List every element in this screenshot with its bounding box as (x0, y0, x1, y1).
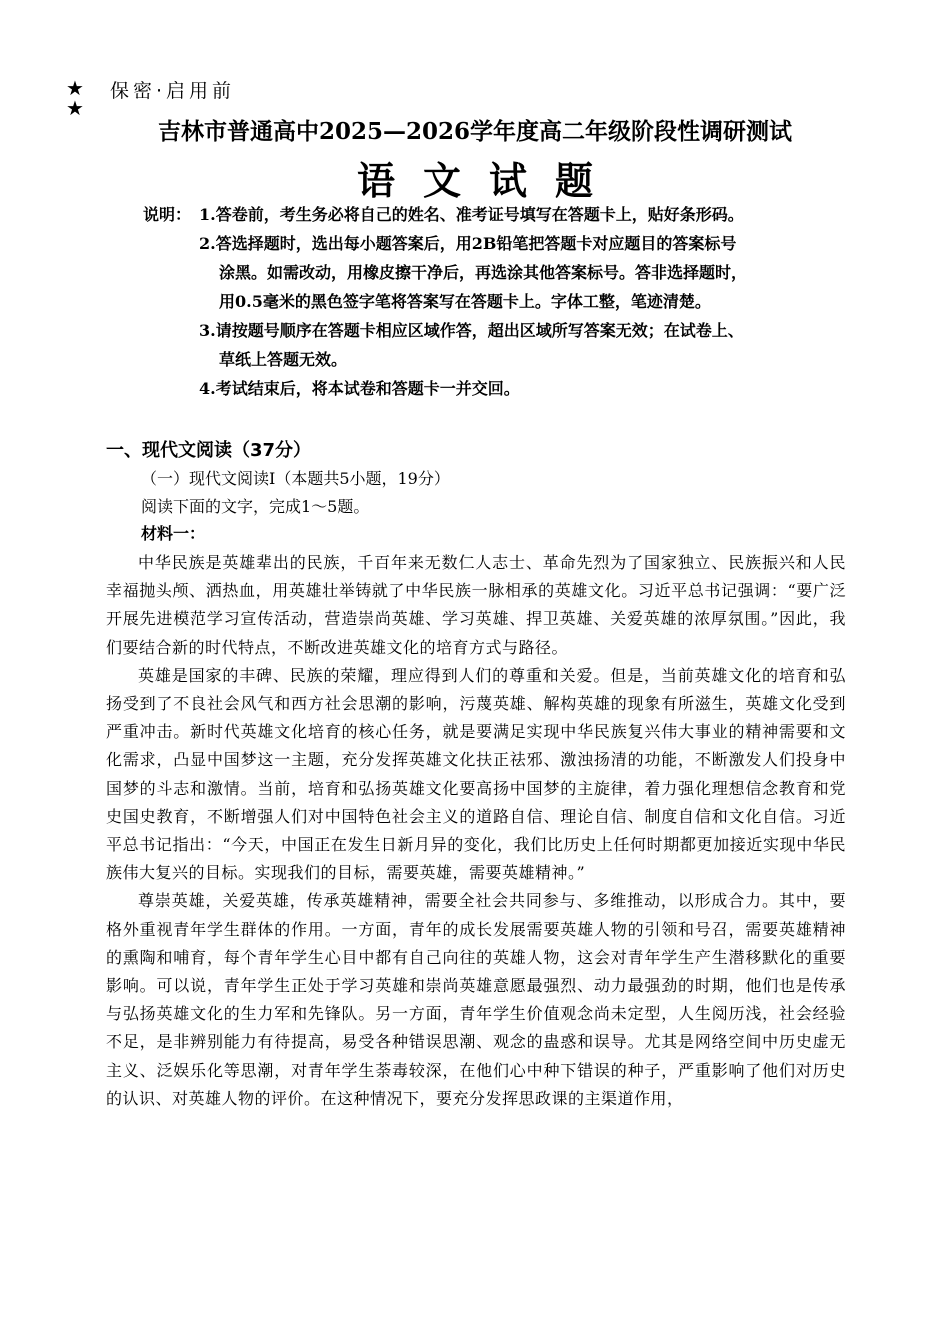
confidential-label: 保密·启用前 (110, 80, 236, 102)
passage-paragraph: 尊崇英雄，关爱英雄，传承英雄精神，需要全社会共同参与、多维推动，以形成合力。其中，要格外重视青年学生群体的作用。一方面，青年的成长发展需要英雄人物的引领和号召，需要英雄精神的熏陶和哺育，每个青年学生心目中都有自己向往的英雄人物，这会对青年学生产生潜移默化的重要影响。可以说，青年学生正处于学习英雄和崇尚英雄意愿最强烈、动力最强劲的时期，他们也是传承与弘扬英雄文化的生力军和先锋队。另一方面，青年学生价值观念尚未定型，人生阅历浅，社会经验不足，是非辨别能力有待提高，易受各种错误思潮、观念的蛊惑和误导。尤其是网络空间中历史虚无主义、泛娱乐化等思潮，对青年学生荼毒较深，在他们心中种下错误的种子，严重影响了他们对历史的认识、对英雄人物的评价。在这种情况下，要充分发挥思政课的主渠道作用， (106, 891, 846, 1108)
star-icon: ★ (66, 96, 84, 120)
instructions-block (143, 200, 883, 403)
subsection-title: （一）现代文阅读Ⅰ（本题共5小题，19分） (141, 469, 450, 488)
passage-paragraph: 英雄是国家的丰碑、民族的荣耀，理应得到人们的尊重和关爱。但是，当前英雄文化的培育和弘扬受到了不良社会风气和西方社会思潮的影响，污蔑英雄、解构英雄的现象有所滋生，英雄文化受到严重冲击。新时代英雄文化培育的核心任务，就是要满足实现中华民族复兴伟大事业的精神需要和文化需求，凸显中国梦这一主题，充分发挥英雄文化扶正祛邪、激浊扬清的功能，不断激发人们投身中国梦的斗志和激情。当前，培育和弘扬英雄文化要高扬中国梦的主旋律，着力强化理想信念教育和党史国史教育，不断增强人们对中国特色社会主义的道路自信、理论自信、制度自信和文化自信。习近平总书记指出：“今天，中国正在发生日新月异的变化，我们比历史上任何时期都更加接近实现中华民族伟大复兴的目标。实现我们的目标，需要英雄，需要英雄精神。” (106, 665, 846, 883)
instruction-item-2-cont: 涂黑。如需改动，用橡皮擦干净后，再选涂其他答案标号。答非选择题时， (219, 263, 748, 282)
instruction-item-2-cont: 用0.5毫米的黑色签字笔将答案写在答题卡上。字体工整，笔迹清楚。 (219, 292, 711, 311)
section-title: 一、现代文阅读（37分） (106, 440, 312, 461)
subject-title: 语文试题 (356, 158, 621, 203)
instruction-item-4: 4.考试结束后，将本试卷和答题卡一并交回。 (199, 379, 520, 398)
passage (106, 549, 846, 1113)
instruction-item-2: 2.答选择题时，选出每小题答案后，用2B铅笔把答题卡对应题目的答案标号 (199, 234, 737, 253)
instruction-item-3: 3.请按题号顺序在答题卡相应区域作答，超出区域所写答案无效；在试卷上、 (199, 321, 744, 340)
material-label: 材料一： (141, 524, 206, 543)
exam-title: 吉林市普通高中2025—2026学年度高二年级阶段性调研测试 (157, 118, 793, 145)
reading-instruction: 阅读下面的文字，完成1～5题。 (141, 497, 370, 516)
star-icon: ★ (66, 76, 84, 100)
star-marks (66, 78, 84, 118)
instructions-lead: 说明： (143, 205, 192, 224)
instruction-item-3-cont: 草纸上答题无效。 (219, 350, 348, 369)
instruction-item-1: 1.答卷前，考生务必将自己的姓名、准考证号填写在答题卡上，贴好条形码。 (199, 205, 744, 224)
passage-paragraph: 中华民族是英雄辈出的民族，千百年来无数仁人志士、革命先烈为了国家独立、民族振兴和人民幸福抛头颅、洒热血，用英雄壮举铸就了中华民族一脉相承的英雄文化。习近平总书记强调：“要广泛开展先进模范学习宣传活动，营造崇尚英雄、学习英雄、捍卫英雄、关爱英雄的浓厚氛围。”因此，我们要结合新的时代特点，不断改进英雄文化的培育方式与路径。 (106, 553, 846, 657)
